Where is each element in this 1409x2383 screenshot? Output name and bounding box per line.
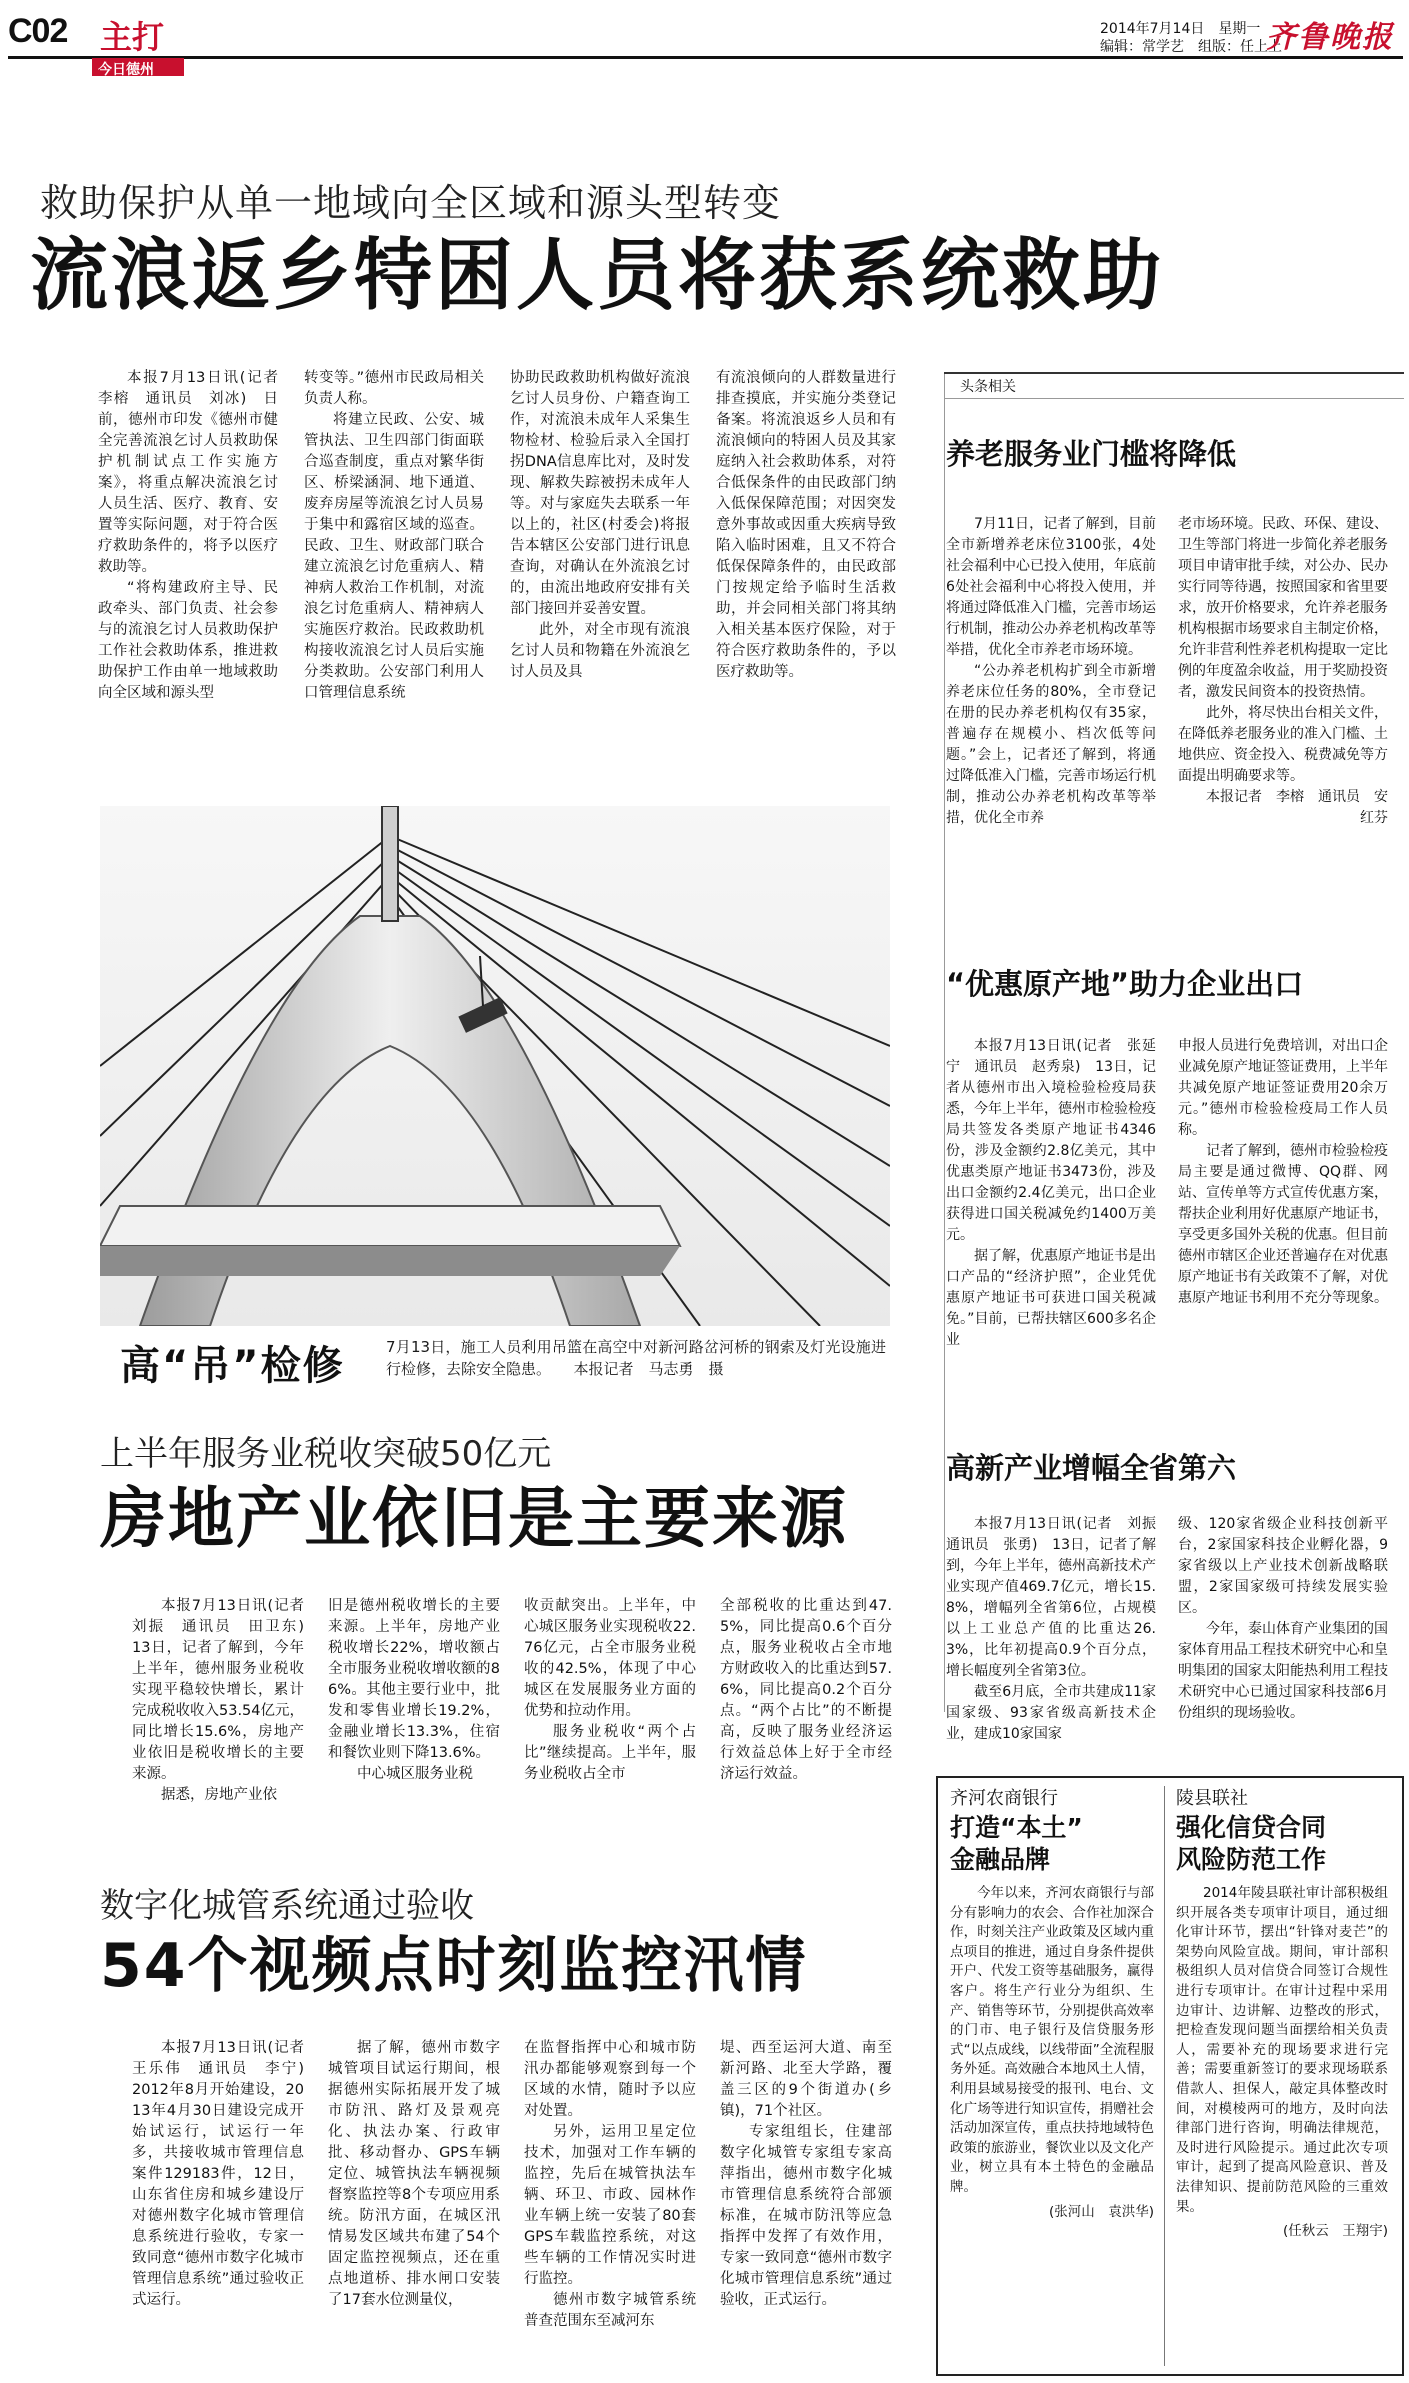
- bridge-photo: [100, 806, 890, 1326]
- sidebar-label: 头条相关: [960, 379, 1016, 395]
- byline: 本报记者 李榕 通讯员 安红芬: [1206, 789, 1388, 826]
- tax-column-4: [720, 1596, 892, 1785]
- left-title-2: 金融品牌: [950, 1845, 1051, 1874]
- city-column-2: [328, 2038, 500, 2311]
- paragraph: 协助民政救助机构做好流浪乞讨人员身份、户籍查询工作，对流浪未成年人采集生物检材、检验后录入全国打拐DNA信息库比对，及时发现、解救失踪被拐未成年人等。对与家庭失去联系一年以上的，社区(村委会)将报告本辖区公安部门进行讯息查询，对确认在外流浪乞讨的，由流出地政府安排有关部门接回并妥善安置。: [510, 370, 690, 617]
- paragraph: 据了解，德州市数字城管项目试运行期间，根据德州实际拓展开发了城市防汛、路灯及景观亮化、执法办案、行政审批、移动督办、GPS车辆定位、城管执法车辆视频督察监控等8个专项应用系统。防汛方面，在城区汛情易发区域共布建了54个固定监控视频点，还在重点地道桥、排水闸口安装了17套水位测量仪，: [328, 2040, 500, 2308]
- right-title-2: 风险防范工作: [1176, 1845, 1327, 1874]
- tax-headline: 房地产业依旧是主要来源: [100, 1480, 848, 1557]
- paragraph: 此外，对全市现有流浪乞讨人员和物籍在外流浪乞讨人员及具: [510, 622, 690, 680]
- bank-news-box: [936, 1776, 1404, 2376]
- paragraph: 据了解，优惠原产地证书是出口产品的“经济护照”，企业凭优惠原产地证书可获进口国关税减免。”目前，已帮扶辖区600多名企业: [946, 1248, 1156, 1348]
- date-line: 2014年7月14日 星期一: [1100, 21, 1261, 37]
- right-title-1: 强化信贷合同: [1176, 1813, 1327, 1842]
- tax-kicker: 上半年服务业税收突破50亿元: [100, 1434, 552, 1474]
- story2-column-1: [946, 1036, 1156, 1351]
- paragraph: 服务业税收“两个占比”继续提高。上半年，服务业税收占全市: [524, 1724, 696, 1782]
- paragraph: 本报7月13日讯(记者 刘振 通讯员 张勇) 13日，记者了解到，今年上半年，德州高新技术产业实现产值469.7亿元，增长15.8%，增幅列全省第6位，占规模以上工业总产值的比重达26.3%，比年初提高0.9个百分点，增长幅度列全省第3位。: [946, 1516, 1170, 1679]
- tax-body: [132, 1596, 902, 1856]
- lead-column-1: [98, 368, 293, 704]
- lead-column-2: [304, 368, 484, 704]
- bank-box-divider: [1164, 1786, 1165, 2366]
- paragraph: 本报7月13日讯(记者 张延宁 通讯员 赵秀泉) 13日，记者从德州市出入境检验检疫局获悉，今年上半年，德州市检验检疫局共签发各类原产地证书4346份，涉及金额约2.8亿美元，其中优惠类原产地证书3473份，涉及出口金额约2.4亿美元，出口企业获得进口国关税减免约1400万美元。: [946, 1038, 1156, 1243]
- lead-headline: 流浪返乡特困人员将获系统救助: [30, 231, 1165, 321]
- left-byline: (张河山 袁洪华): [1048, 2203, 1154, 2220]
- subsection-label: 今日德州: [98, 62, 154, 78]
- city-body: [132, 2038, 902, 2368]
- paragraph: 有流浪倾向的人群数量进行排查摸底，并实施分类登记备案。将流浪返乡人员和有流浪倾向的特困人员及其家庭纳入社会救助体系，对符合低保条件的由民政部门纳入低保保障范围；对因突发意外事故或因重大疾病导致陷入临时困难，且又不符合低保保障条件的，由民政部门按规定给予临时生活救助，并会同相关部门将其纳入相关基本医疗保险，对于符合医疗救助条件的，予以医疗救助等。: [716, 370, 896, 680]
- story2-headline: “优惠原产地”助力企业出口: [946, 967, 1304, 1001]
- paragraph: 据悉，房地产业依: [161, 1787, 277, 1803]
- paragraph: “将构建政府主导、民政牵头、部门负责、社会参与的流浪乞讨人员救助保护工作社会救助体系，推进救助保护工作由单一地域救助向全区域和源头型: [98, 580, 278, 701]
- lead-column-3: [510, 368, 690, 683]
- lead-kicker: 救助保护从单一地域向全区域和源头型转变: [40, 181, 782, 225]
- story1-column-2: [1178, 514, 1388, 829]
- paragraph: 本报7月13日讯(记者 刘振 通讯员 田卫东) 13日，记者了解到，今年上半年，德州服务业税收实现平稳较快增长，累计完成税收收入53.54亿元，同比增长15.6%，房地产业依旧是税收增长的主要来源。: [132, 1598, 319, 1782]
- story3-body: [946, 1514, 1396, 1760]
- bridge-photo-image: [100, 806, 890, 1326]
- sidebar-rule: [944, 372, 945, 1712]
- story1-body: [946, 514, 1396, 914]
- paragraph: 另外，运用卫星定位技术，加强对工作车辆的监控，先后在城管执法车辆、环卫、市政、园林作业车辆上统一安装了80套GPS车载监控系统，对这些车辆的工作情况实时进行监控。: [524, 2124, 696, 2287]
- right-byline: (任秋云 王翔宇): [1282, 2223, 1388, 2240]
- paragraph: 旧是德州税收增长的主要来源。上半年，房地产业税收增长22%，增收额占全市服务业税收增收额的86%。其他主要行业中，批发和零售业增长19.2%，金融业增长13.3%，住宿和餐饮业则下降13.6%。: [328, 1598, 500, 1761]
- paragraph: 记者了解到，德州市检验检疫局主要是通过微博、QQ群、网站、宣传单等方式宣传优惠方案，帮扶企业利用好优惠原产地证书，享受更多国外关税的优惠。但目前德州市辖区企业还普遍存在对优惠原产地证书有关政策不了解，对优惠原产地证书利用不充分等现象。: [1178, 1143, 1388, 1306]
- masthead-bar: [8, 56, 1403, 59]
- paragraph: “公办养老机构扩到全市新增养老床位任务的80%，全市登记在册的民办养老机构仅有35家，普遍存在规模小、档次低等问题。”会上，记者还了解到，将通过降低准入门槛，完善市场运行机制，推动公办养老机构改革等举措，优化全市养: [946, 663, 1156, 826]
- photo-caption: 7月13日，施工人员利用吊篮在高空中对新河路岔河桥的钢索及灯光设施进行检修，去除安全隐患。 本报记者 马志勇 摄: [386, 1338, 886, 1378]
- paragraph: 收贡献突出。上半年，中心城区服务业实现税收22.76亿元，占全市服务业税收的42.5%，体现了中心城区在发展服务业方面的优势和拉动作用。: [524, 1598, 696, 1719]
- page-code: C02: [8, 12, 68, 50]
- tax-column-3: [524, 1596, 696, 1785]
- paragraph: 全部税收的比重达到47.5%，同比提高0.6个百分点，服务业税收占全市地方财政收入的比重达到57.6%，同比提高0.2个百分点。“两个占比”的不断提高，反映了服务业经济运行效益总体上好于全市经济运行效益。: [720, 1598, 892, 1782]
- paragraph: 申报人员进行免费培训，对出口企业减免原产地证签证费用，上半年共减免原产地证签证费用20余万元。”德州市检验检疫局工作人员称。: [1178, 1038, 1388, 1138]
- tax-column-1: [132, 1596, 319, 1806]
- paragraph: 堤、西至运河大道、南至新河路、北至大学路，覆盖三区的9个街道办(乡镇)，71个社区。: [720, 2040, 892, 2119]
- left-org: 齐河农商银行: [950, 1788, 1058, 1809]
- paragraph: 7月11日，记者了解到，目前全市新增养老床位3100张，4处社会福利中心已投入使用，年底前6处社会福利中心将投入使用，并将通过降低准入门槛，完善市场运行机制，推动公办养老机构改革等举措，优化全市养老市场环境。: [946, 516, 1156, 658]
- story3-column-1: [946, 1514, 1170, 1745]
- story2-body: [946, 1036, 1396, 1406]
- section-name: 主打: [100, 18, 165, 56]
- paragraph: 德州市数字城管系统普查范围东至减河东: [524, 2292, 696, 2329]
- city-headline: 54个视频点时刻监控汛情: [100, 1931, 808, 2001]
- paragraph: 将建立民政、公安、城管执法、卫生四部门街面联合巡查制度，重点对繁华街区、桥梁涵洞、地下通道、废弃房屋等流浪乞讨人员易于集中和露宿区域的巡查。民政、卫生、财政部门联合建立流浪乞讨危重病人、精神病人救治工作机制，对流浪乞讨危重病人、精神病人实施医疗救治。民政救助机构接收流浪乞讨人员后实施分类救助。公安部门利用人口管理信息系统: [304, 412, 484, 701]
- left-text: 今年以来，齐河农商银行与部分有影响力的农会、合作社加深合作，时刻关注产业政策及区域内重点项目的推进，通过自身条件提供开户、代发工资等基础服务，赢得客户。将生产行业分为组织、生产、销售等环节，分别提供高效率的门市、电子银行及信贷服务形式“以点成线，以线带面”全流程服务外延。高效融合本地风土人情，利用县域易接受的报刊、电台、文化广场等进行知识宣传，捐赠社会活动加深宣传，重点扶持地域特色政策的旅游业，餐饮业以及文化产业，树立具有本土特色的金融品牌。: [950, 1885, 1154, 2195]
- story3-column-2: [1178, 1514, 1388, 1724]
- paragraph: 在监督指挥中心和城市防汛办都能够观察到每一个区域的水情，随时予以应对处置。: [524, 2040, 696, 2119]
- right-org: 陵县联社: [1176, 1788, 1248, 1809]
- paragraph: 本报7月13日讯(记者 李榕 通讯员 刘冰) 日前，德州市印发《德州市健全完善流浪乞讨人员救助保护机制试点工作实施方案》，将重点解决流浪乞讨人员生活、医疗、教育、安置等实际问题，对于符合医疗救助条件的，将予以医疗救助等。: [98, 370, 293, 575]
- story3-headline: 高新产业增幅全省第六: [946, 1451, 1237, 1485]
- city-column-1: [132, 2038, 319, 2311]
- city-kicker: 数字化城管系统通过验收: [100, 1886, 474, 1926]
- story2-column-2: [1178, 1036, 1388, 1309]
- editor-line: 编辑：常学艺 组版：任上上: [1100, 39, 1282, 55]
- lead-body: [98, 368, 906, 736]
- photo-title: 高“吊”检修: [120, 1343, 345, 1389]
- masthead: [0, 0, 1409, 76]
- tax-column-2: [328, 1596, 500, 1785]
- story1-headline: 养老服务业门槛将降低: [946, 437, 1237, 471]
- paragraph: 级、120家省级企业科技创新平台，2家国家科技企业孵化器，9家省级以上产业技术创新战略联盟，2家国家级可持续发展实验区。: [1178, 1516, 1388, 1616]
- city-column-3: [524, 2038, 696, 2332]
- right-text: 2014年陵县联社审计部积极组织开展各类专项审计项目，通过细化审计环节，摆出“针锋对麦芒”的架势向风险宣战。期间，审计部积极组织人员对信贷合同签订合规性进行专项审计。在审计过程中采用边审计、边讲解、边整改的形式，把检查发现问题当面摆给相关负责人，需要补充的现场要求进行完善；需要重新签订的要求现场联系借款人、担保人，敲定具体整改时间，对模棱两可的地方，及时向法律部门进行咨询，明确法律规范，及时进行风险提示。通过此次专项审计，起到了提高风险意识、普及法律知识、提前防范风险的三重效果。: [1176, 1885, 1388, 2215]
- bank-left: [950, 1784, 1154, 2220]
- paragraph: 中心城区服务业税: [357, 1766, 473, 1782]
- city-column-4: [720, 2038, 892, 2311]
- paragraph: 老市场环境。民政、环保、建设、卫生等部门将进一步简化养老服务项目申请审批手续，对公办、民办实行同等待遇，按照国家和省里要求，放开价格要求，允许养老服务机构根据市场要求自主制定价格，允许非营利性养老机构提取一定比例的年度盈余收益，用于奖励投资者，激发民间资本的投资热情。: [1178, 516, 1388, 700]
- lead-column-4: [716, 368, 896, 683]
- story1-column-1: [946, 514, 1156, 829]
- paragraph: 专家组组长，住建部数字化城管专家组专家高萍指出，德州市数字化城市管理信息系统符合部颁标准，在城市防汛等应急指挥中发挥了有效作用，专家一致同意“德州市数字化城市管理信息系统”通过验收，正式运行。: [720, 2124, 892, 2308]
- paragraph: 转变等。”德州市民政局相关负责人称。: [304, 370, 484, 407]
- paragraph: 本报7月13日讯(记者 王乐伟 通讯员 李宁) 2012年8月开始建设，2013年4月30日建设完成开始试运行，试运行一年多，共接收城市管理信息案件129183件，12日，山东省住房和城乡建设厅对德州数字化城市管理信息系统进行验收，专家一致同意“德州市数字化城市管理信息系统”通过验收正式运行。: [132, 2040, 319, 2308]
- left-title-1: 打造“本土”: [950, 1813, 1083, 1842]
- paragraph: 截至6月底，全市共建成11家国家级、93家省级高新技术企业，建成10家国家: [946, 1684, 1156, 1742]
- bank-right: [1176, 1784, 1388, 2239]
- newspaper-logo: 齐鲁晚报: [1266, 20, 1394, 55]
- paragraph: 今年，泰山体育产业集团的国家体育用品工程技术研究中心和皇明集团的国家太阳能热利用工程技术研究中心已通过国家科技部6月份组织的现场验收。: [1178, 1621, 1388, 1721]
- paragraph: 此外，将尽快出台相关文件，在降低养老服务业的准入门槛、土地供应、资金投入、税费减免等方面提出明确要求等。: [1178, 705, 1388, 784]
